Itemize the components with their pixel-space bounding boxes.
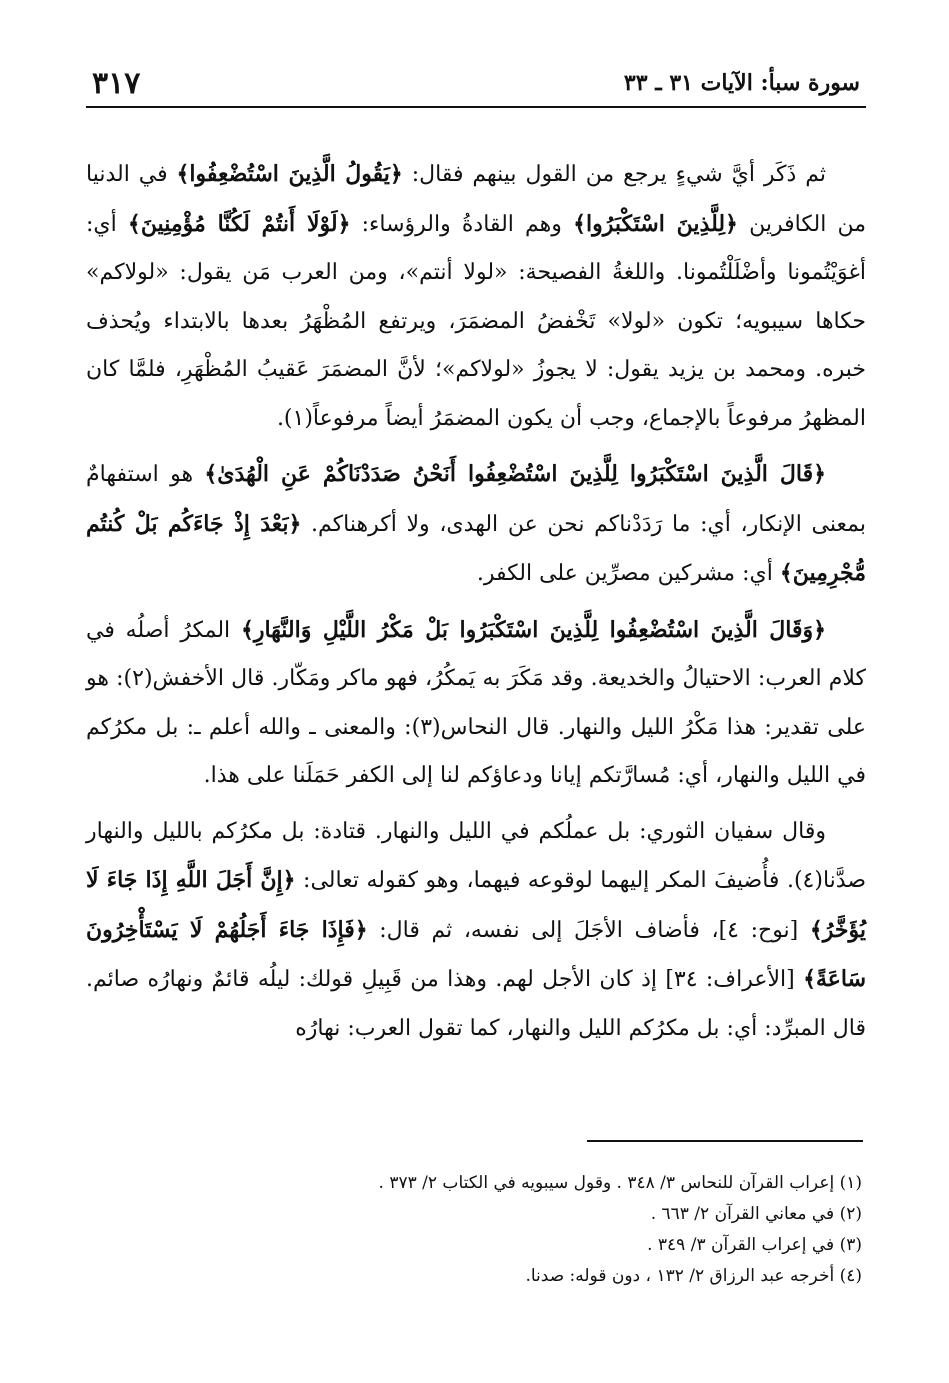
- footnotes: [86, 1168, 866, 1292]
- quran-verse: ﴿يَقُولُ الَّذِينَ اسْتُضْعِفُوا﴾: [176, 161, 403, 187]
- footnote-2: (٢) في معاني القرآن ٢/ ٦٦٣ .: [650, 1204, 862, 1224]
- text-segment: المكرُ أصلُه في كلام العرب: الاحتيالُ والخديعة. وقد مَكَرَ به يَمكُرُ، فهو ماكر ومَكّار. قال الأخفش(٢): هو على تقدير: هذا مَكْرُ الليل والنهار. قال النحاس(٣): والمعنى ـ والله أعلم ـ: بل مكرُكم في الليل والنهار، أي: مُسارَّتكم إيانا ودعاؤكم لنا إلى الكفر حَمَلَنا على هذا.: [86, 617, 866, 788]
- footnote-1: (١) إعراب القرآن للنحاس ٣/ ٣٤٨ . وقول سيبويه في الكتاب ٢/ ٣٧٣ .: [378, 1173, 862, 1193]
- running-title: سورة سبأ: الآيات ٣١ ـ ٣٣: [623, 70, 860, 96]
- paragraph: [86, 808, 866, 1054]
- paragraph: [86, 450, 866, 599]
- quran-verse: ﴿إِنَّ أَجَلَ اللَّهِ إِذَا جَاءَ لَا يُؤَخَّرُ﴾: [86, 867, 866, 943]
- text-segment: في الدنيا من الكافرين: [86, 162, 867, 237]
- quran-verse: ﴿قَالَ الَّذِينَ اسْتَكْبَرُوا لِلَّذِينَ اسْتُضْعِفُوا أَنَحْنُ صَدَدْنَاكُمْ عَنِ الْهُدَىٰ﴾: [204, 461, 826, 487]
- paragraph: [86, 150, 866, 443]
- quran-verse: ﴿وَقَالَ الَّذِينَ اسْتُضْعِفُوا لِلَّذِينَ اسْتَكْبَرُوا بَلْ مَكْرُ اللَّيْلِ وَالنَّهَارِ﴾: [240, 616, 826, 643]
- footnote-3: (٣) في إعراب القرآن ٣/ ٣٤٩ .: [647, 1235, 862, 1255]
- main-text: [86, 150, 866, 1053]
- quran-verse: ﴿فَإِذَا جَاءَ أَجَلُهُمْ لَا يَسْتَأْخِرُونَ سَاعَةً﴾: [86, 916, 867, 992]
- quran-verse: ﴿لِلَّذِينَ اسْتَكْبَرُوا﴾: [573, 210, 738, 237]
- quran-verse: ﴿لَوْلَا أَنتُمْ لَكُنَّا مُؤْمِنِينَ﴾: [127, 210, 351, 237]
- paragraph: [86, 606, 866, 801]
- text-segment: [نوح: ٤]، فأضاف الأجَلَ إلى نفسه، ثم قال:: [367, 917, 810, 943]
- text-segment: وقال سفيان الثوري: بل عملُكم في الليل والنهار. قتادة: بل مكرُكم بالليل والنهار صدَّنا(٤). فأُضيفَ المكر إليهما لوقوعه فيهما، وهو كقوله تعالى:: [86, 818, 867, 893]
- footnote-4: (٤) أخرجه عبد الرزاق ٢/ ١٣٢ ، دون قوله: صدنا.: [525, 1266, 862, 1286]
- page-header: [86, 62, 866, 108]
- quran-verse: ﴿بَعْدَ إِذْ جَاءَكُم بَلْ كُنتُم مُّجْرِمِينَ﴾: [86, 510, 866, 586]
- text-segment: أي: مشركين مصرِّين على الكفر.: [476, 561, 780, 586]
- text-segment: أي: أغوَيْتُمونا وأضْلَلْتُمونا. واللغةُ الفصيحة: «لولا أنتم»، ومن العرب مَن يقول: «لولاكم» حكاها سيبويه؛ تكون «لولا» تَخْفضُ المضمَرَ، ويرتفع المُظْهَرُ بعدها بالابتداء ويُحذف خبره. ومحمد بن يزيد يقول: لا يجوزُ «لولاكم»؛ لأنَّ المضمَرَ عَقيبُ المُظْهَرِ، فلمَّا كان المظهرُ مرفوعاً بالإجماع، وجب أن يكون المضمَرُ أيضاً مرفوعاً(١).: [86, 211, 866, 431]
- page-number: ٣١٧: [92, 66, 141, 101]
- text-segment: هو استفهامٌ بمعنى الإنكار، أي: ما رَدَدْناكم نحن عن الهدى، ولا أكرهناكم.: [86, 462, 866, 537]
- text-segment: ثم ذَكَر أيَّ شيءٍ يرجع من القول بينهم فقال:: [402, 162, 826, 187]
- text-segment: [الأعراف: ٣٤] إذ كان الأجل لهم. وهذا من قَبِيلِ قولك: ليلُه قائمٌ ونهارُه صائم. قال المبرِّد: أي: بل مكرُكم الليل والنهار، كما تقول العرب: نهارُه: [86, 967, 866, 1041]
- text-segment: وهم القادةُ والرؤساء:: [350, 211, 574, 237]
- footnote-separator: [587, 1140, 863, 1142]
